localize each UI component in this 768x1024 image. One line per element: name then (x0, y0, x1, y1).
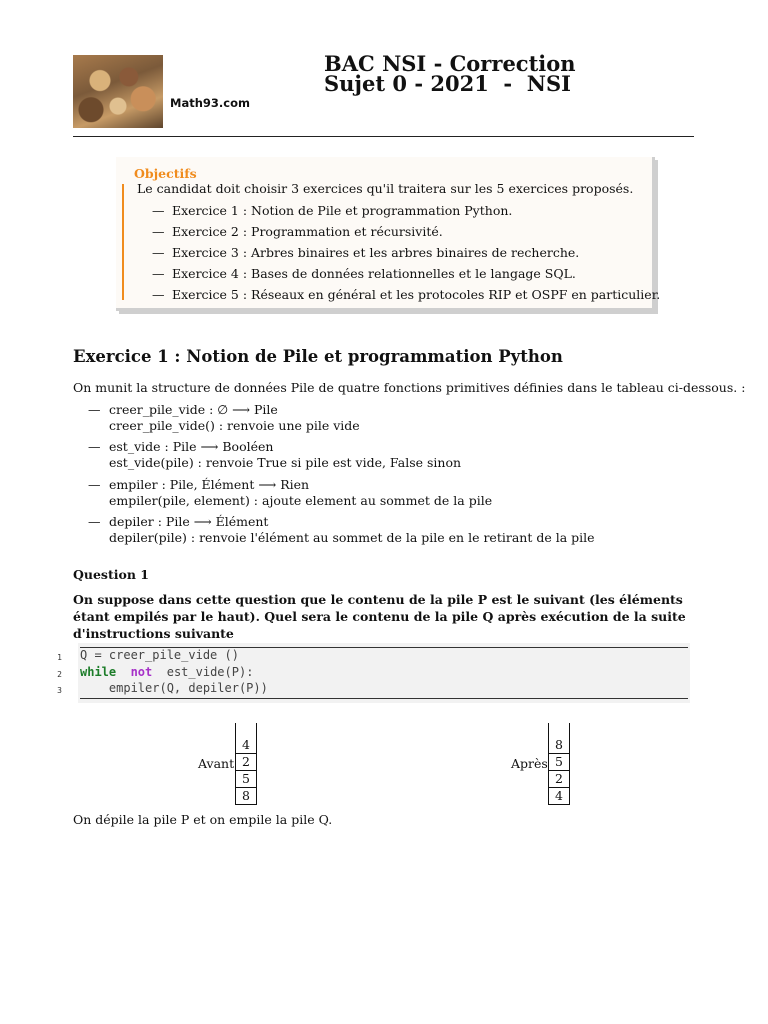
question-title: Question 1 (73, 567, 149, 582)
logo-text: Math93.com (170, 96, 250, 110)
objectives-intro: Le candidat doit choisir 3 exercices qu'il traitera sur les 5 exercices proposés. (137, 181, 634, 196)
primitive-description: empiler(pile, element) : ajoute element au sommet de la pile (109, 493, 493, 508)
objective-text: Exercice 5 : Réseaux en général et les protocoles RIP et OSPF en particulier. (172, 287, 661, 302)
stack-top-cell (548, 723, 570, 753)
primitive-description: depiler(pile) : renvoie l'élément au sommet de la pile en le retirant de la pile (109, 530, 595, 545)
exercise-intro: On munit la structure de données Pile de quatre fonctions primitives définies dans le tableau ci-dessous. : (73, 380, 746, 395)
dash: — (152, 224, 165, 239)
dash: — (152, 245, 165, 260)
line-number: 3 (57, 686, 62, 695)
objective-item (152, 203, 512, 218)
dash: — (88, 402, 101, 417)
stack-cell: 8 (235, 788, 257, 805)
title-line-1: BAC NSI - Correction (324, 51, 576, 76)
line-number: 1 (57, 653, 62, 662)
stack-cell: 5 (235, 771, 257, 788)
title-line-2: Sujet 0 - 2021 - NSI (324, 71, 571, 96)
stack-before-label: Avant (198, 756, 235, 771)
keyword-not: not (130, 665, 153, 679)
dash: — (152, 203, 165, 218)
stack-before (235, 723, 257, 805)
primitive-signature: est_vide : Pile ⟶ Booléen (109, 439, 274, 454)
objective-text: Exercice 4 : Bases de données relationnelles et le langage SQL. (172, 266, 576, 281)
code-line-1: Q = creer_pile_vide () (80, 648, 239, 662)
objective-item (152, 245, 579, 260)
stack-top-cell (235, 723, 257, 753)
primitive-description: est_vide(pile) : renvoie True si pile est vide, False sinon (109, 455, 462, 470)
logo-image (73, 55, 163, 128)
dash: — (88, 477, 101, 492)
objective-text: Exercice 2 : Programmation et récursivité. (172, 224, 443, 239)
line-number: 2 (57, 670, 62, 679)
conclusion-text: On dépile la pile P et on empile la pile Q. (73, 812, 333, 827)
primitive-signature: creer_pile_vide : ∅ ⟶ Pile (109, 402, 278, 417)
exercise-title: Exercice 1 : Notion de Pile et programmation Python (73, 347, 563, 366)
objective-item (152, 266, 576, 281)
stack-cell: 2 (548, 771, 570, 788)
keyword-while: while (80, 665, 117, 679)
stack-value: 8 (555, 737, 563, 752)
dash: — (88, 514, 101, 529)
stack-value: 4 (242, 737, 250, 752)
code-line-3: empiler(Q, depiler(P)) (80, 681, 268, 695)
primitive-description: creer_pile_vide() : renvoie une pile vide (109, 418, 360, 433)
primitive-signature: empiler : Pile, Élément ⟶ Rien (109, 477, 310, 492)
header-divider (73, 136, 694, 137)
stack-after (548, 723, 570, 805)
objectives-title: Objectifs (134, 166, 197, 181)
code-line-2 (80, 665, 253, 679)
stack-cell: 4 (548, 788, 570, 805)
objectives-accent-bar (122, 184, 124, 300)
dash: — (152, 287, 165, 302)
primitive-signature: depiler : Pile ⟶ Élément (109, 514, 269, 529)
page-title (324, 51, 576, 96)
code-rule-bottom (80, 698, 688, 699)
stack-after-label: Après (511, 756, 548, 771)
objective-item (152, 224, 443, 239)
objective-text: Exercice 3 : Arbres binaires et les arbres binaires de recherche. (172, 245, 580, 260)
code-rest: est_vide(P): (166, 665, 254, 679)
dash: — (88, 439, 101, 454)
stack-cell: 2 (235, 753, 257, 771)
dash: — (152, 266, 165, 281)
objective-text: Exercice 1 : Notion de Pile et programmation Python. (172, 203, 513, 218)
stack-cell: 5 (548, 753, 570, 771)
objective-item (152, 287, 660, 302)
question-text: On suppose dans cette question que le contenu de la pile P est le suivant (les éléments étant empilés par le haut). Quel sera le contenu de la pile Q après exécution de la suite d'instructions suivante (73, 592, 686, 641)
